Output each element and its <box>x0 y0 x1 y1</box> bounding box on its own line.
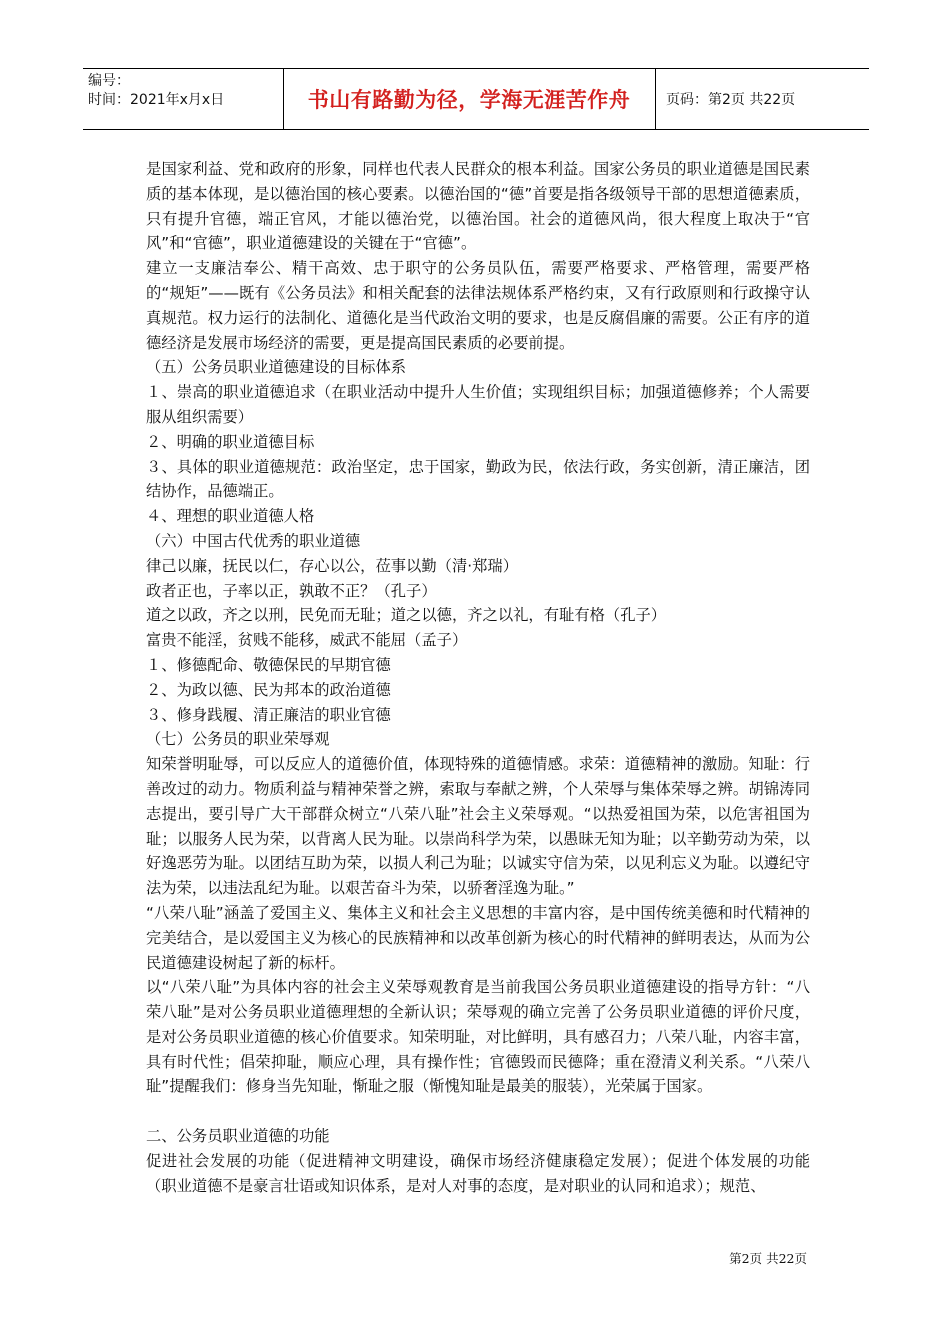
header-motto: 书山有路勤为径，学海无涯苦作舟 <box>307 88 631 112</box>
list-item: ２、为政以德、民为邦本的政治道德 <box>146 680 391 699</box>
quote-line: 道之以政，齐之以刑，民免而无耻；道之以德，齐之以礼，有耻有格（孔子） <box>146 606 667 625</box>
paragraph: 知荣誉明耻辱，可以反应人的道德价值，体现特殊的道德情感。求荣：道德精神的激励。知耻：行善改过的动力。物质利益与精神荣誉之辨，索取与奉献之辨，个人荣辱与集体荣辱之辨。胡锦涛同志提出，要引导广大干部群众树立“八荣八耻”社会主义荣辱观。“以热爱祖国为荣，以危害祖国为耻；以服务人民为荣，以背离人民为耻。以崇尚科学为荣，以愚昧无知为耻；以辛勤劳动为荣，以好逸恶劳为耻。以团结互助为荣，以损人利己为耻；以诚实守信为荣，以见利忘义为耻。以遵纪守法为荣，以违法乱纪为耻。以艰苦奋斗为荣，以骄奢淫逸为耻。” <box>146 755 810 898</box>
list-item: ３、具体的职业道德规范：政治坚定，忠于国家，勤政为民，依法行政，务实创新，清正廉洁，团结协作，品德端正。 <box>146 457 810 501</box>
paragraph: “八荣八耻”涵盖了爱国主义、集体主义和社会主义思想的丰富内容，是中国传统美德和时代精神的完美结合，是以爱国主义为核心的民族精神和以改革创新为核心的时代精神的鲜明表达，从而为公民道德建设树起了新的标杆。 <box>146 903 810 972</box>
chapter-heading: 二、公务员职业道德的功能 <box>146 1127 330 1146</box>
page-header <box>83 68 869 130</box>
paragraph: 以“八荣八耻”为具体内容的社会主义荣辱观教育是当前我国公务员职业道德建设的指导方针：“八荣八耻”是对公务员职业道德理想的全新认识；荣辱观的确立完善了公务员职业道德的评价尺度，是对公务员职业道德的核心价值要求。知荣明耻，对比鲜明，具有感召力；八荣八耻，内容丰富，具有时代性；倡荣抑耻，顺应心理，具有操作性；官德毁而民德降；重在澄清义利关系。“八荣八耻”提醒我们：修身当先知耻，惭耻之服（惭愧知耻是最美的服装），光荣属于国家。 <box>146 978 810 1096</box>
page-footer: 第2页 共22页 <box>729 1251 807 1266</box>
section-heading: （七）公务员的职业荣辱观 <box>146 730 330 749</box>
quote-line: 律己以廉，抚民以仁，存心以公，莅事以勤（清·郑瑞） <box>146 556 518 575</box>
section-heading: （五）公务员职业道德建设的目标体系 <box>146 358 407 377</box>
paragraph: 促进社会发展的功能（促进精神文明建设，确保市场经济健康稳定发展）；促进个体发展的功能（职业道德不是豪言壮语或知识体系，是对人对事的态度，是对职业的认同和追求）；规范、 <box>146 1151 810 1195</box>
doc-date-label: 时间：2021年x月x日 <box>88 92 225 108</box>
quote-line: 富贵不能淫，贫贱不能移，威武不能屈（孟子） <box>146 631 468 650</box>
blank-line <box>146 1099 810 1124</box>
paragraph: 建立一支廉洁奉公、精干高效、忠于职守的公务员队伍，需要严格要求、严格管理，需要严格的“规矩”——既有《公务员法》和相关配套的法律法规体系严格约束，又有行政原则和行政操守认真规范。权力运行的法制化、道德化是当代政治文明的要求，也是反腐倡廉的需要。公正有序的道德经济是发展市场经济的需要，更是提高国民素质的必要前提。 <box>146 259 810 352</box>
header-page-number: 页码：第2页 共22页 <box>666 92 796 108</box>
list-item: ２、明确的职业道德目标 <box>146 432 315 451</box>
document-body <box>146 157 810 1198</box>
list-item: ３、修身践履、清正廉洁的职业官德 <box>146 705 391 724</box>
quote-line: 政者正也，子率以正，孰敢不正？（孔子） <box>146 581 437 600</box>
list-item: ４、理想的职业道德人格 <box>146 507 315 526</box>
list-item: １、修德配命、敬德保民的早期官德 <box>146 655 391 674</box>
header-meta <box>83 69 283 132</box>
paragraph: 是国家利益、党和政府的形象，同样也代表人民群众的根本利益。国家公务员的职业道德是国民素质的基本体现，是以德治国的核心要素。以德治国的“德”首要是指各级领导干部的思想道德素质，只有提升官德，端正官风，才能以德治党，以德治国。社会的道德风尚，很大程度上取决于“官风”和“官德”，职业道德建设的关键在于“官德”。 <box>146 160 810 253</box>
list-item: １、崇高的职业道德追求（在职业活动中提升人生价值；实现组织目标；加强道德修养；个人需要服从组织需要） <box>146 383 810 426</box>
section-heading: （六）中国古代优秀的职业道德 <box>146 531 361 550</box>
doc-number-label: 编号： <box>88 73 130 89</box>
